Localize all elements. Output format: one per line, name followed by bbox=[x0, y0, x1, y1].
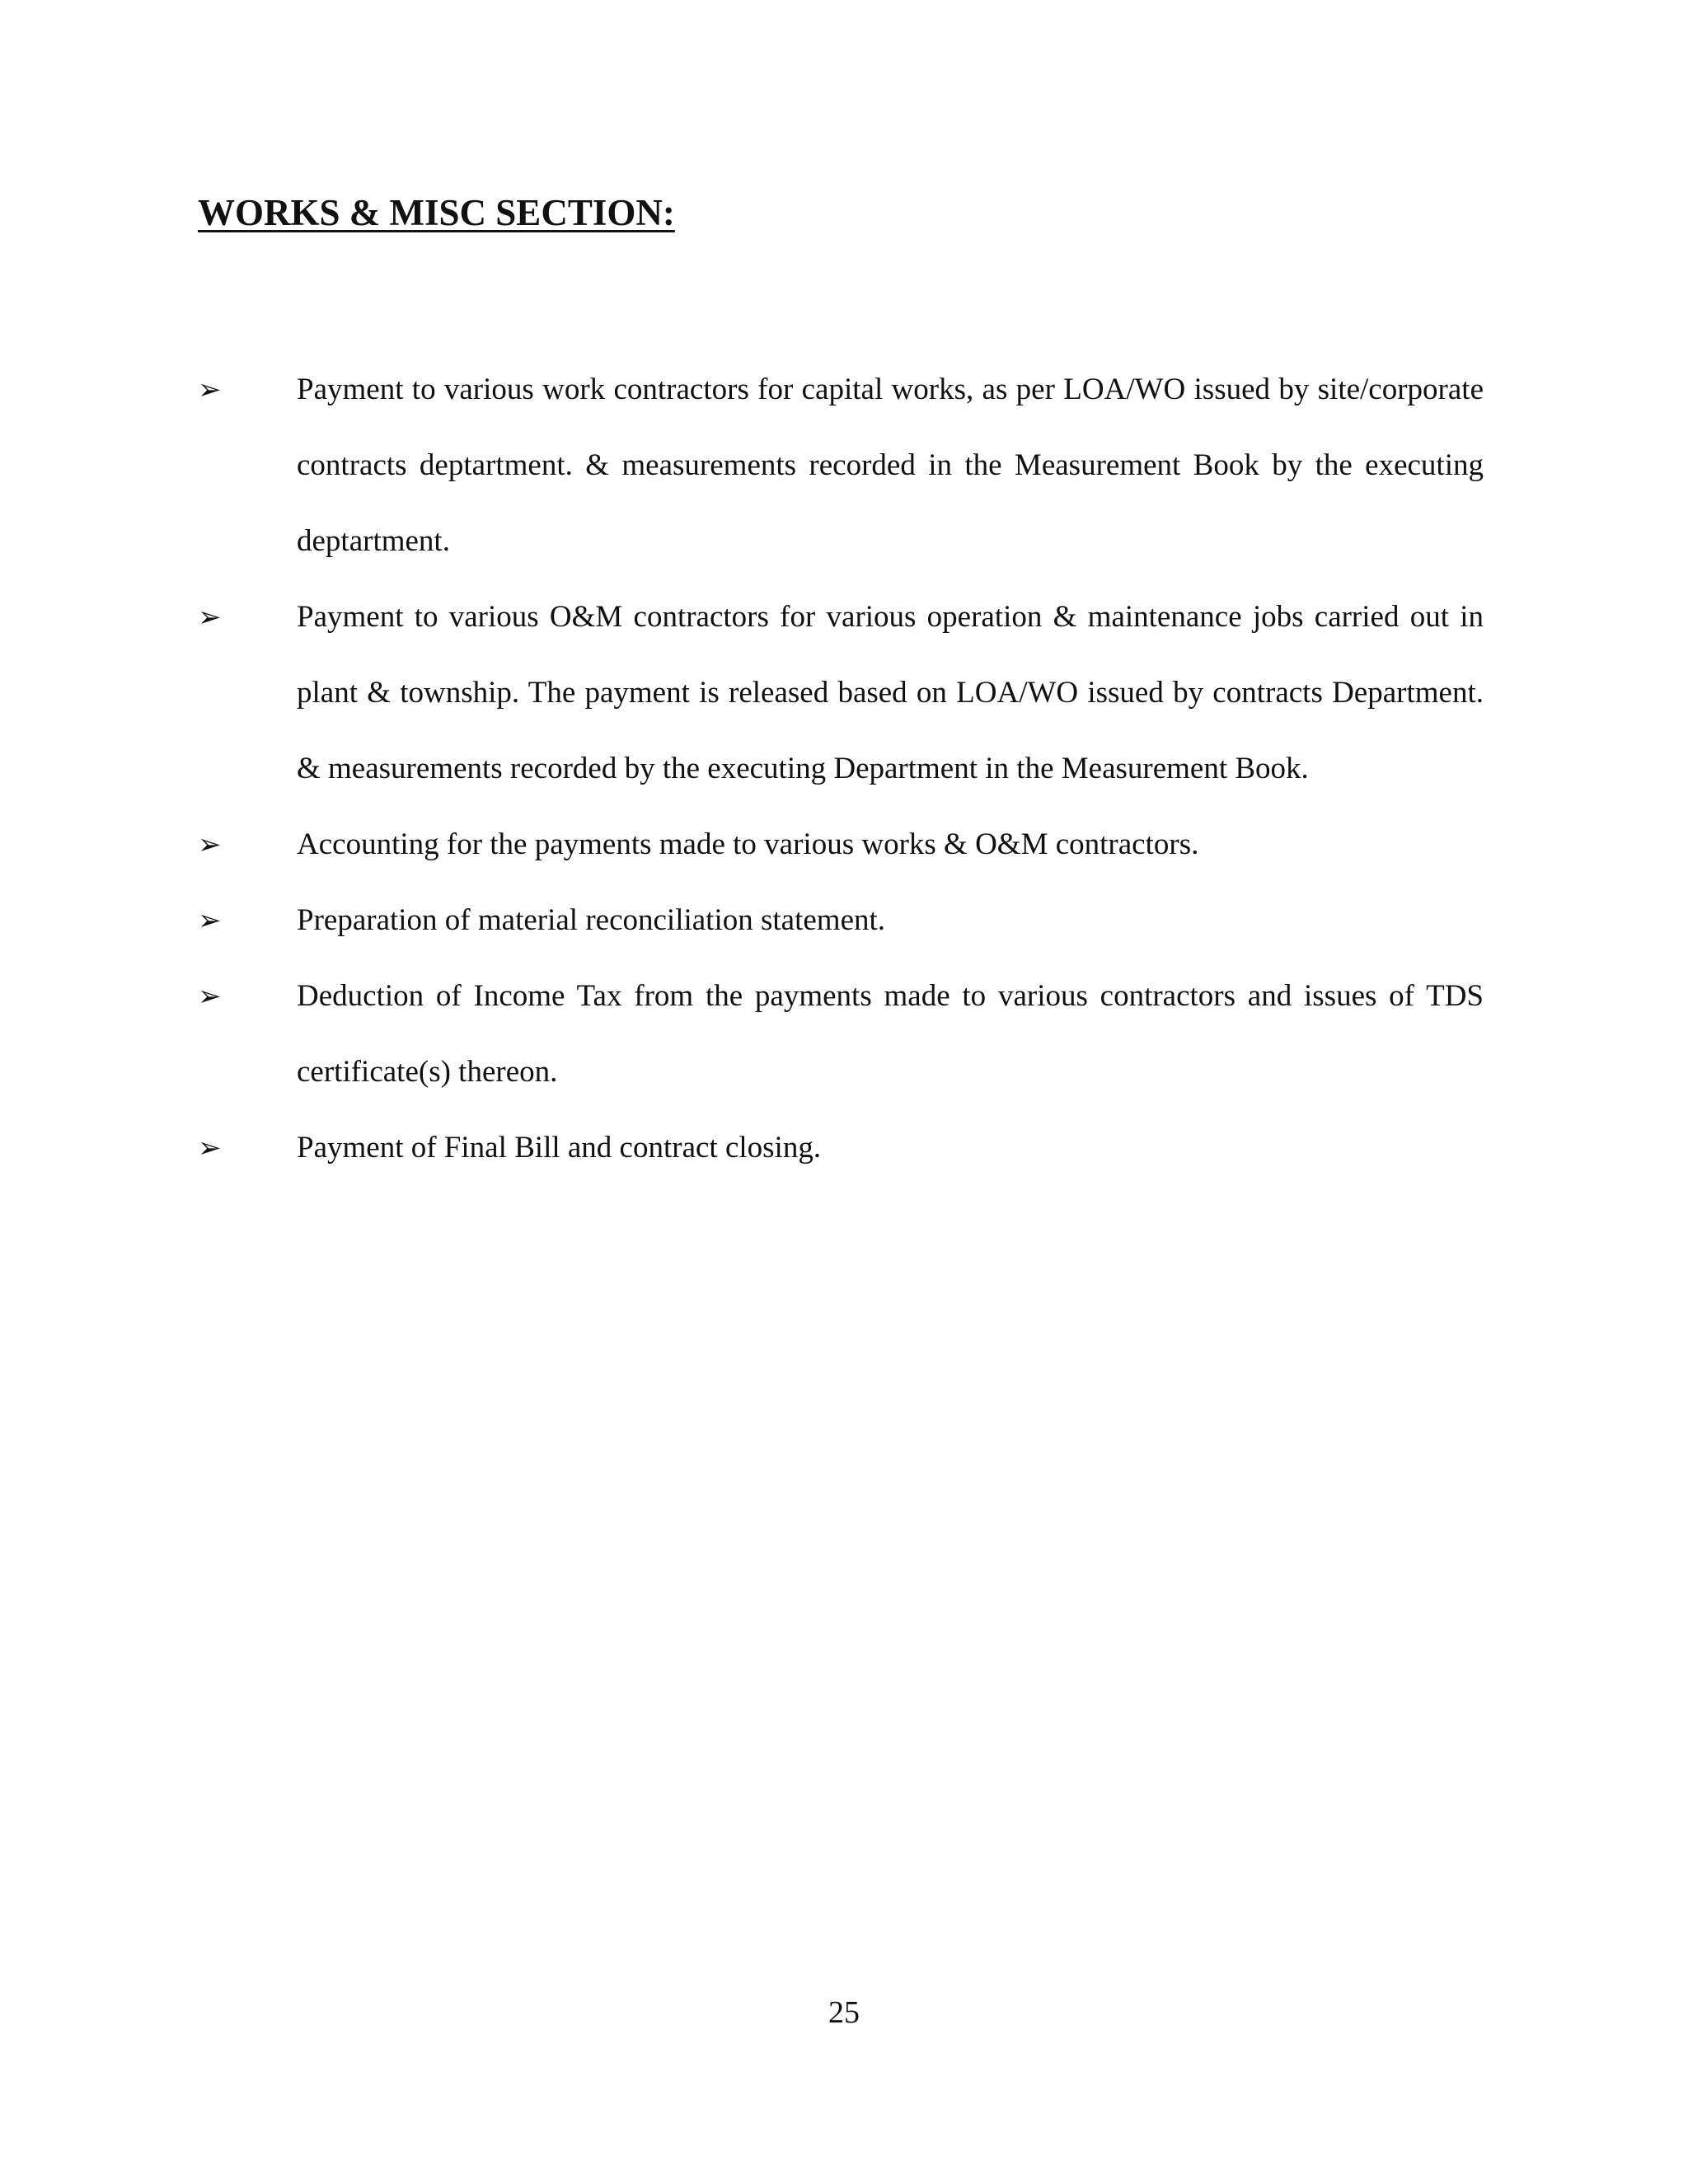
list-item bbox=[198, 1110, 1484, 1186]
list-item-text: Payment of Final Bill and contract closing. bbox=[297, 1131, 822, 1165]
section-heading: WORKS & MISC SECTION: bbox=[198, 192, 675, 233]
list-item-text: Deduction of Income Tax from the payments made to various contractors and issues of TDS certificate(s) thereon. bbox=[297, 979, 1484, 1089]
list-item bbox=[198, 883, 1484, 958]
list-item-text: Payment to various O&M contractors for various operation & maintenance jobs carried out in plant & township. The payment is released based on LOA/WO issued by contracts Department. & measurements recorded by the executing Department in the Measurement Book. bbox=[297, 600, 1484, 785]
responsibilities-list bbox=[198, 352, 1484, 1186]
arrow-bullet-icon: ➢ bbox=[198, 980, 222, 1013]
arrow-bullet-icon: ➢ bbox=[198, 904, 222, 937]
list-item-text: Payment to various work contractors for capital works, as per LOA/WO issued by site/corporate contracts deptartment. & measurements recorded in the Measurement Book by the executing deptartment. bbox=[297, 373, 1484, 558]
list-item-text: Preparation of material reconciliation statement. bbox=[297, 903, 886, 937]
page-number: 25 bbox=[828, 1995, 860, 2030]
list-item bbox=[198, 579, 1484, 807]
list-item bbox=[198, 958, 1484, 1110]
list-item bbox=[198, 352, 1484, 579]
list-item bbox=[198, 807, 1484, 883]
arrow-bullet-icon: ➢ bbox=[198, 828, 222, 861]
arrow-bullet-icon: ➢ bbox=[198, 601, 222, 634]
arrow-bullet-icon: ➢ bbox=[198, 1132, 222, 1165]
list-item-text: Accounting for the payments made to various works & O&M contractors. bbox=[297, 827, 1199, 861]
arrow-bullet-icon: ➢ bbox=[198, 373, 222, 406]
